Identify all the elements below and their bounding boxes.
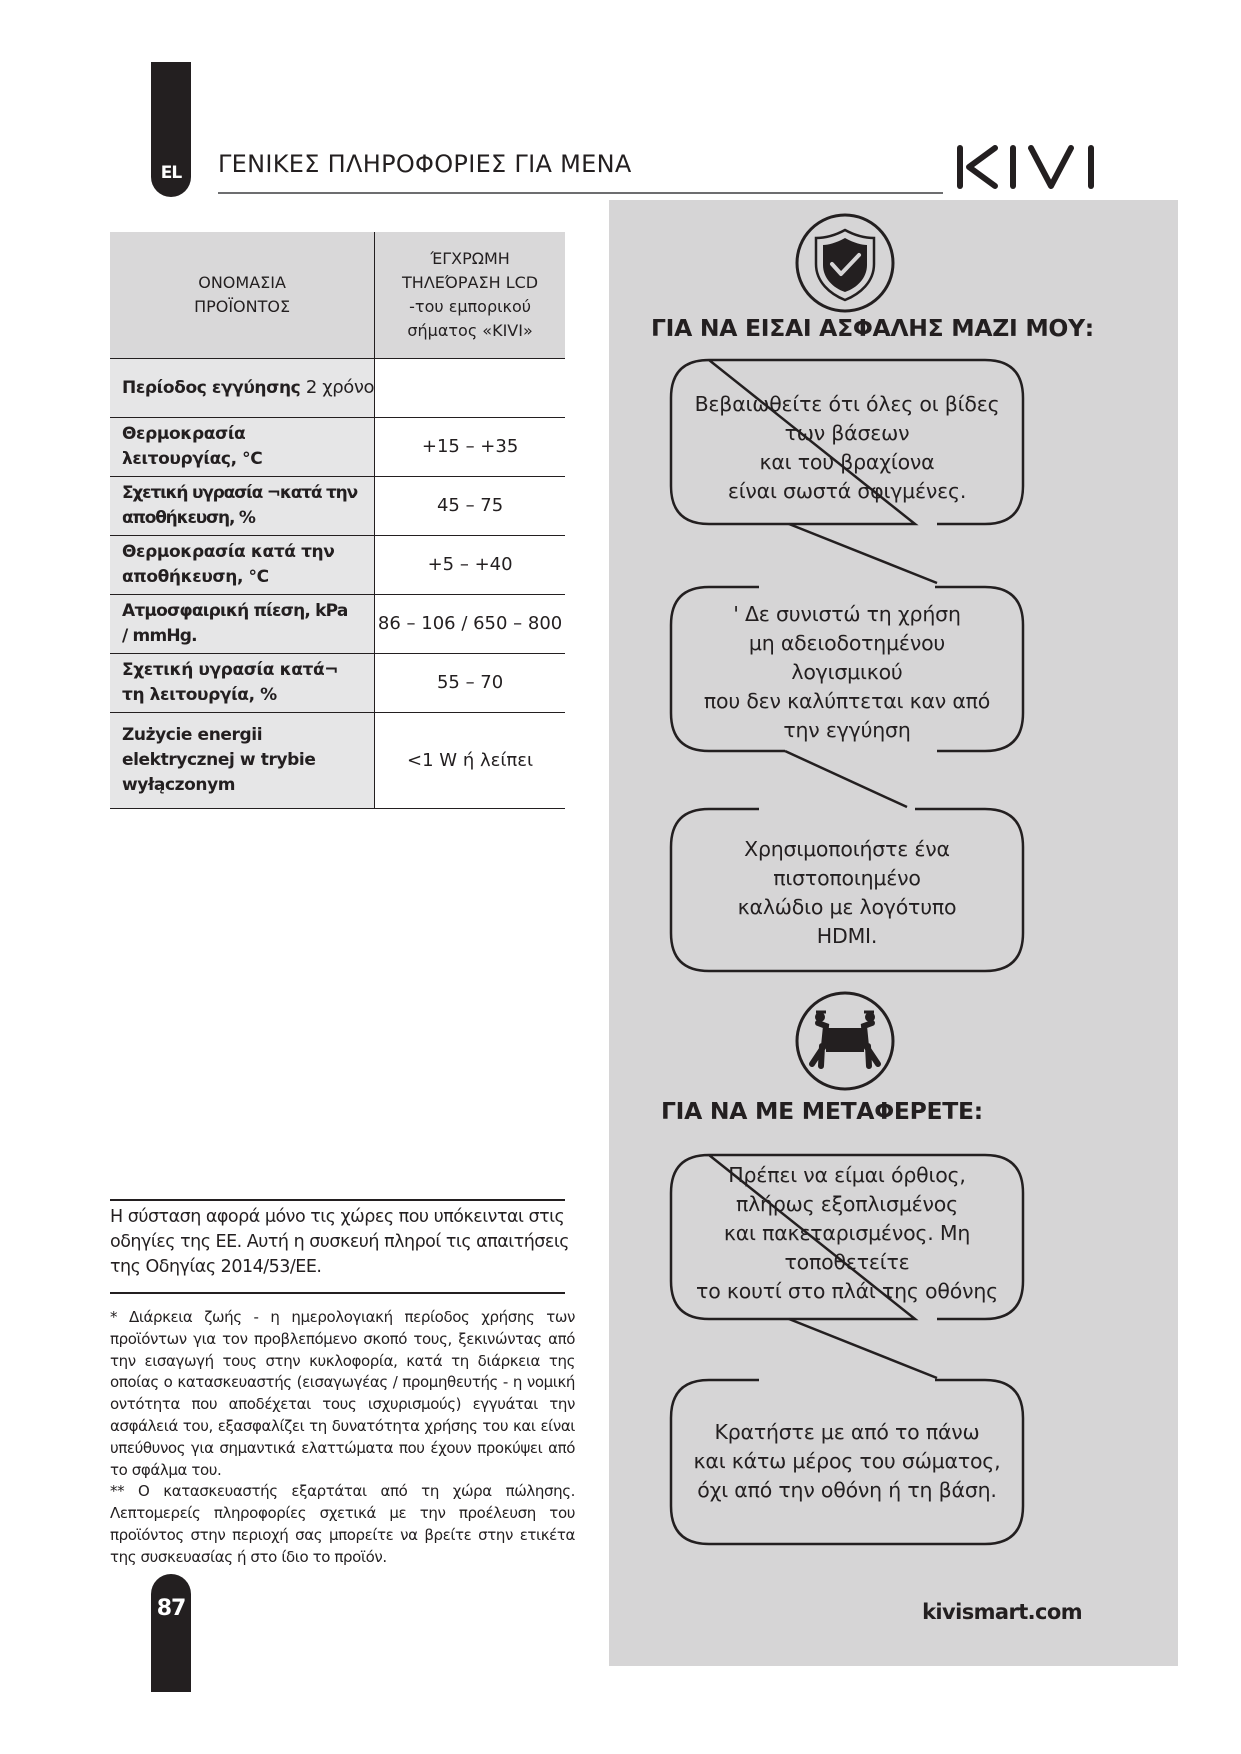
shield-check-icon [794,212,896,314]
safety-tip-bubble: Χρησιμοποιήστε ένα πιστοποιημένο καλώδιο με λογότυπο HDMI. [669,807,1025,982]
page-title: ΓΕΝΙΚΕΣ ΠΛΗΡΟΦΟΡΙΕΣ ΓΙΑ ΜΕΝΑ [218,150,632,178]
spec-value: 55 – 70 [436,672,504,693]
two-people-carrying-box-icon [794,990,896,1092]
spec-label: Ατμοσφαιρική πίεση, kPa / mmHg. [110,594,375,653]
transport-tip-bubble: Κρατήστε με από το πάνω και κάτω μέρος του σώματος, όχι από την οθόνη ή τη βάση. [669,1378,1025,1558]
spec-label: Θερμοκρασία λειτουργίας, °C [110,417,375,476]
transport-tip-bubble: Πρέπει να είμαι όρθιος, πλήρως εξοπλισμένος και πακεταρισμένος. Μη τοποθετείτε το κουτί στο πλάι της οθόνης [669,1153,1025,1333]
spec-row-warranty [110,358,565,417]
page-number-tab [151,1574,191,1692]
spec-value: 45 – 75 [436,495,504,516]
page-number: 87 [156,1596,186,1621]
spec-value: +15 – +35 [421,436,519,457]
transport-heading: ΓΙΑ ΝΑ ΜΕ ΜΕΤΑΦΕΡΕΤΕ: [661,1097,983,1125]
safety-tip-bubble: Βεβαιωθείτε ότι όλες οι βίδες των βάσεων και του βραχίονα είναι σωστά σφιγμένες. [669,358,1025,538]
note-divider-bottom [110,1292,565,1294]
warranty-label: Περίοδος εγγύησης [122,377,301,398]
footnote-lifetime: * Διάρκεια ζωής - η ημερολογιακή περίοδος χρήσης των προϊόντων για τον προβλεπόμενο σκοπό τους, ξεκινώντας από την εισαγωγή τους στην κυκλοφορία, κατά τη διάρκεια της οποίας ο κατασκευαστής (εισαγωγέας / προμηθευτής - η νομική οντότητα που αποδέχεται τους ισχυρισμούς) εγγυάται την ασφάλειά του, εξασφαλίζει τη δυνατότητα χρήσης του και είναι υπεύθυνος για σημαντικά ελαττώματα που έχουν προκύψει από το σφάλμα του. [110,1308,575,1479]
header-product-name-label: ΟΝΟΜΑΣΙΑ ΠΡΟΪΟΝΤΟΣ [110,232,375,358]
language-code: EL [160,163,182,183]
spec-row [110,653,565,712]
warranty-cell [110,358,375,417]
spec-row [110,594,565,653]
header-product-name-value: ΈΓΧΡΩΜΗ ΤΗΛΕΌΡΑΣΗ LCD -του εμπορικού σήματος «KIVI» [375,232,565,358]
website-url: kivismart.com [922,1600,1082,1624]
spec-label: Θερμοκρασία κατά την αποθήκευση, °C [110,535,375,594]
spec-row [110,476,565,535]
spec-value: 86 – 106 / 650 – 800 [377,613,563,634]
spec-table-header-row [110,232,565,358]
spec-label: Zużycie energii elektrycznej w trybie wyłączonym [110,712,375,808]
footnote-manufacturer: ** Ο κατασκευαστής εξαρτάται από τη χώρα πώλησης. Λεπτομερείς πληροφορίες σχετικά με την προέλευση του προϊόντος στην περιοχή σας μπορείτε να βρείτε στην ετικέτα της συσκευασίας ή στο ίδιο το προϊόν. [110,1482,575,1566]
spec-value: +5 – +40 [427,554,513,575]
spec-label: Σχετική υγρασία κατά¬ τη λειτουργία, % [110,653,375,712]
spec-row [110,535,565,594]
footnotes [110,1307,575,1569]
safety-panel [609,200,1178,1666]
spec-row [110,712,565,808]
spec-row [110,417,565,476]
safety-heading: ΓΙΑ ΝΑ ΕΙΣΑΙ ΑΣΦΑΛΗΣ ΜΑΖΙ ΜΟΥ: [651,314,1094,342]
spec-label: Σχετική υγρασία ¬κατά την αποθήκευση, % [110,476,375,535]
header-divider [218,192,943,194]
eu-compliance-note: Η σύσταση αφορά μόνο τις χώρες που υπόκεινται στις οδηγίες της ΕΕ. Αυτή η συσκευή πληροί τις απαιτήσεις της Οδηγίας 2014/53/ΕΕ. [110,1207,570,1277]
spec-value: <1 W ή λείπει [407,749,534,771]
warranty-value: 2 χρόνο [305,376,375,398]
language-tab [151,62,191,197]
kivi-logo [955,140,1100,196]
safety-tip-bubble: ' Δε συνιστώ τη χρήση μη αδειοδοτημένου λογισμικού που δεν καλύπτεται καν από την εγγύηση [669,585,1025,765]
note-divider-top [110,1199,565,1201]
spec-table [110,232,565,809]
